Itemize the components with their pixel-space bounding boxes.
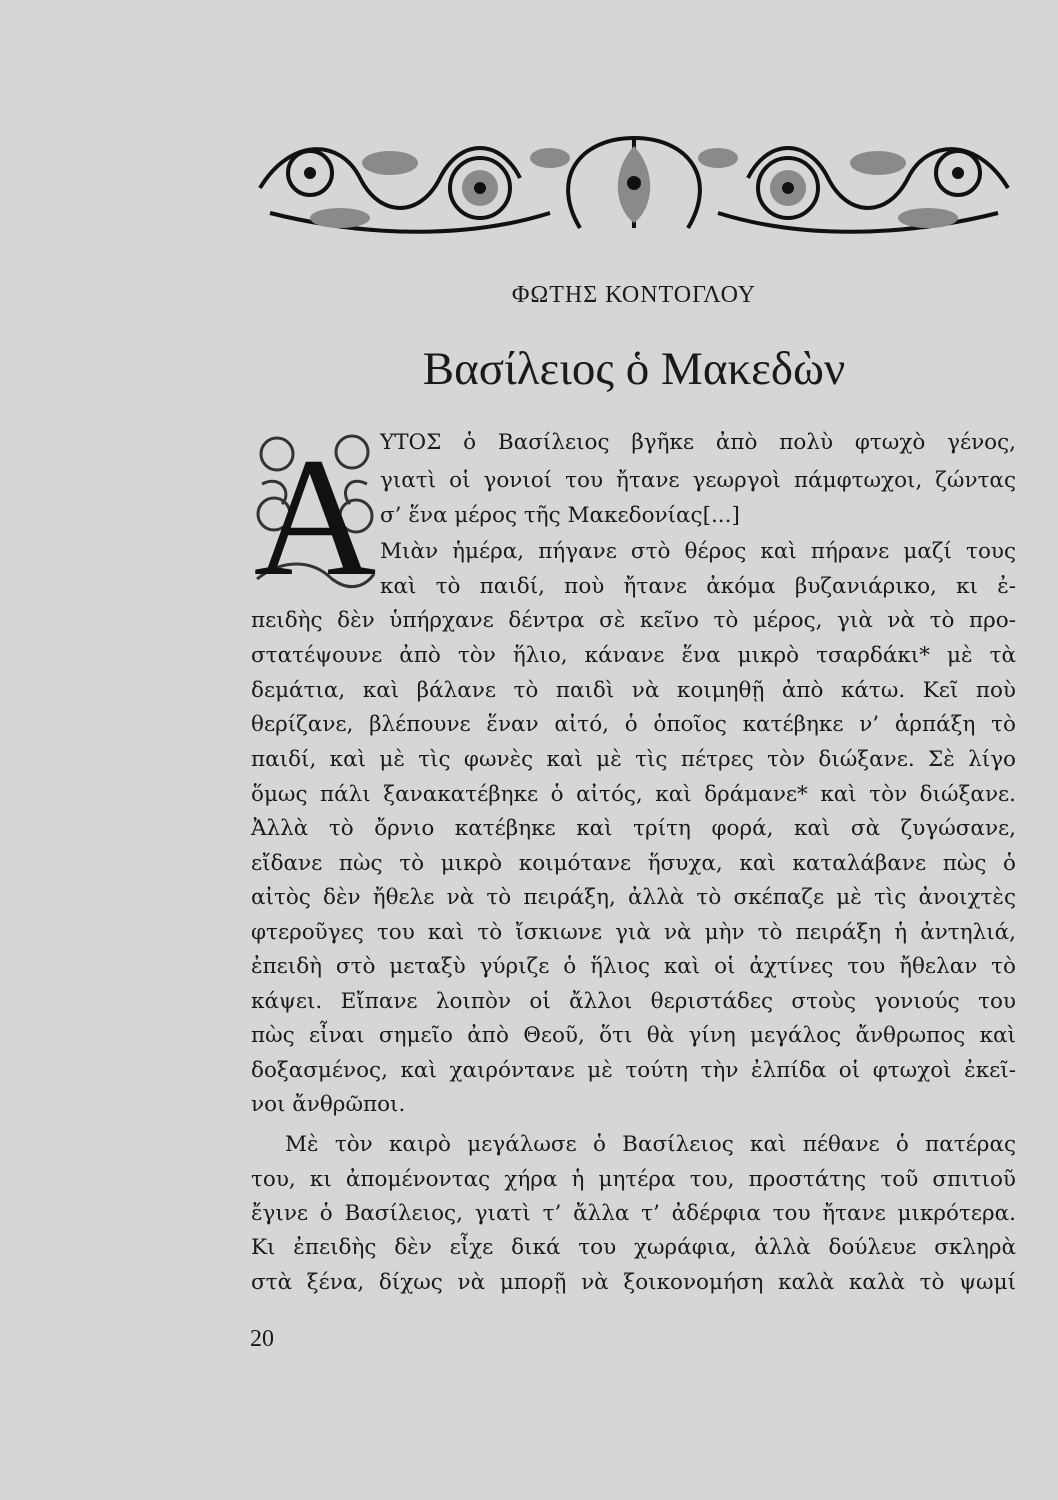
text-line: Μιὰν ἡμέρα, πήγανε στὸ θέρος καὶ πήρανε μαζί τους: [380, 539, 1016, 564]
text-line: του, κι ἀπομένοντας χήρα ἡ μητέρα του, προστάτης τοῦ σπιτιοῦ: [251, 1167, 1016, 1192]
text-line: στατέψουνε ἀπὸ τὸν ἥλιο, κάνανε ἕνα μικρὸ τσαρδάκι* μὲ τὰ: [251, 643, 1016, 668]
text-line: Μὲ τὸν καιρὸ μεγάλωσε ὁ Βασίλειος καὶ πέθανε ὁ πατέρας: [285, 1132, 1016, 1157]
text-line: γιατὶ οἱ γονιοί του ἤτανε γεωργοὶ πάμφτωχοι, ζώντας: [380, 468, 1016, 493]
text-line: ἐπειδὴ στὸ μεταξὺ γύριζε ὁ ἥλιος καὶ οἱ ἀχτίνες του ἤθελαν τὸ: [251, 954, 1016, 979]
text-line: πειδὴς δὲν ὑπήρχανε δέντρα σὲ κεῖνο τὸ μέρος, γιὰ νὰ τὸ προ-: [251, 608, 1016, 633]
text-line: ΥΤΟΣ ὁ Βασίλειος βγῆκε ἀπὸ πολὺ φτωχὸ γένος,: [380, 430, 1016, 455]
author-name: ΦΩΤΗΣ ΚΟΝΤΟΓΛΟΥ: [511, 282, 757, 308]
text-line: εἴδανε πὼς τὸ μικρὸ κοιμότανε ἥσυχα, καὶ καταλάβανε πὼς ὁ: [251, 851, 1016, 876]
ornamental-header-icon: [250, 118, 1018, 248]
text-line: καὶ τὸ παιδί, ποὺ ἤτανε ἀκόμα βυζανιάρικο, κι ἐ-: [380, 574, 1016, 599]
text-line: κάψει. Εἴπανε λοιπὸν οἱ ἄλλοι θεριστάδες στοὺς γονιούς του: [251, 989, 1016, 1014]
text-line: πὼς εἶναι σημεῖο ἀπὸ Θεοῦ, ὅτι θὰ γίνη μεγάλος ἄνθρωπος καὶ: [251, 1023, 1016, 1048]
text-line: φτεροῦγες του καὶ τὸ ἴσκιωνε γιὰ νὰ μὴν τὸ πειράξη ἡ ἀντηλιά,: [251, 920, 1016, 945]
text-line: Ἀλλὰ τὸ ὄρνιο κατέβηκε καὶ τρίτη φορά, καὶ σὰ ζυγώσανε,: [251, 816, 1016, 841]
text-line: παιδί, καὶ μὲ τὶς φωνὲς καὶ μὲ τὶς πέτρες τὸν διώξανε. Σὲ λίγο: [251, 747, 1016, 772]
text-line: αἰτὸς δὲν ἤθελε νὰ τὸ πειράξη, ἀλλὰ τὸ σκέπαζε μὲ τὶς ἀνοιχτὲς: [251, 885, 1016, 910]
text-line: δοξασμένος, καὶ χαιρόντανε μὲ τούτη τὴν ἐλπίδα οἱ φτωχοὶ ἐκεῖ-: [251, 1058, 1016, 1083]
text-line: δεμάτια, καὶ βάλανε τὸ παιδὶ νὰ κοιμηθῇ ἀπὸ κάτω. Κεῖ ποὺ: [251, 678, 1016, 703]
ornamental-initial-icon: [252, 424, 378, 594]
drop-cap-letter: Α: [253, 424, 377, 594]
text-line: σ’ ἕνα μέρος τῆς Μακεδονίας[...]: [380, 503, 740, 528]
page-title: Βασίλειος ὁ Μακεδὼν: [422, 343, 846, 395]
text-line: ὅμως πάλι ξανακατέβηκε ὁ αἰτός, καὶ δράμανε* καὶ τὸν διώξανε.: [251, 782, 1016, 807]
text-line: Κι ἐπειδὴς δὲν εἶχε δικά του χωράφια, ἀλλὰ δούλευε σκληρὰ: [251, 1235, 1016, 1260]
text-line: θερίζανε, βλέπουνε ἕναν αἰτό, ὁ ὁποῖος κατέβηκε ν’ ἁρπάξη τὸ: [251, 712, 1016, 737]
drop-cap: [252, 424, 378, 594]
text-line: ἔγινε ὁ Βασίλειος, γιατὶ τ’ ἄλλα τ’ ἀδέρφια του ἤτανε μικρότερα.: [251, 1201, 1016, 1226]
text-line: νοι ἄνθρῶποι.: [251, 1092, 406, 1117]
text-line: στὰ ξένα, δίχως νὰ μπορῇ νὰ ξοικονομήση καλὰ καλὰ τὸ ψωμί: [251, 1270, 1016, 1295]
page-number: 20: [250, 1326, 274, 1352]
